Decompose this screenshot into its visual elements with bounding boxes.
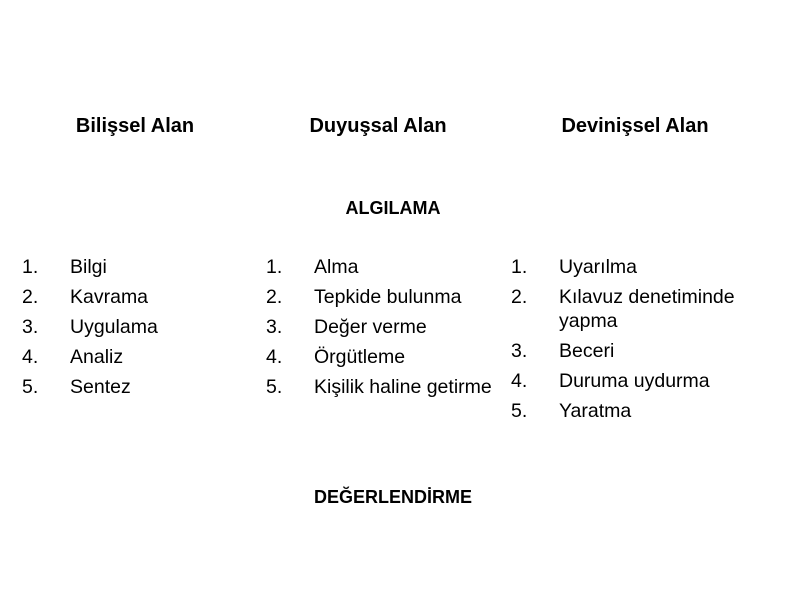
- item-text: Değer verme: [314, 316, 427, 338]
- item-number: 4.: [511, 370, 528, 392]
- item-number: 4.: [266, 346, 283, 368]
- item-text: Sentez: [70, 376, 131, 398]
- item-text: Alma: [314, 256, 359, 278]
- item-text: Tepkide bulunma: [314, 286, 462, 308]
- item-text: Uygulama: [70, 316, 158, 338]
- item-text: Yaratma: [559, 400, 632, 422]
- item-number: 5.: [266, 376, 283, 398]
- item-number: 3.: [22, 316, 39, 338]
- list-item: [22, 285, 242, 309]
- list-bilissel: [22, 255, 242, 405]
- item-number: 2.: [511, 286, 528, 308]
- item-text: Duruma uydurma: [559, 370, 710, 392]
- label-degerlendirme: DEĞERLENDİRME: [313, 487, 472, 507]
- list-item: [266, 285, 502, 309]
- list-item: [511, 339, 771, 363]
- list-item: [22, 315, 242, 339]
- item-number: 2.: [266, 286, 283, 308]
- heading-duyussal-alan: Duyuşsal Alan: [309, 115, 447, 137]
- list-item: [266, 375, 502, 399]
- list-item: [266, 255, 502, 279]
- item-text: Örgütleme: [314, 346, 406, 368]
- list-duyussal: [266, 255, 502, 405]
- list-item: [511, 255, 771, 279]
- list-item: [511, 285, 771, 333]
- item-number: 5.: [22, 376, 39, 398]
- label-algilama: ALGILAMA: [345, 198, 441, 218]
- item-number: 4.: [22, 346, 39, 368]
- list-item: [511, 369, 771, 393]
- item-text: Kişilik haline getirme: [314, 376, 492, 398]
- item-number: 1.: [266, 256, 283, 278]
- item-text: Kılavuz denetiminde yapma: [559, 286, 735, 332]
- item-text: Uyarılma: [559, 256, 638, 278]
- list-item: [266, 315, 502, 339]
- item-number: 1.: [511, 256, 528, 278]
- heading-bilissel-alan: Bilişsel Alan: [75, 115, 195, 137]
- item-text: Bilgi: [70, 256, 107, 278]
- item-text: Beceri: [559, 340, 615, 362]
- item-text: Analiz: [70, 346, 124, 368]
- item-number: 3.: [511, 340, 528, 362]
- list-item: [22, 375, 242, 399]
- item-number: 1.: [22, 256, 39, 278]
- item-text: Kavrama: [70, 286, 149, 308]
- heading-devinissel-alan: Devinişsel Alan: [561, 115, 709, 137]
- item-number: 5.: [511, 400, 528, 422]
- item-number: 2.: [22, 286, 39, 308]
- item-number: 3.: [266, 316, 283, 338]
- list-devinissel: [511, 255, 771, 429]
- list-item: [266, 345, 502, 369]
- list-item: [22, 255, 242, 279]
- list-item: [511, 399, 771, 423]
- list-item: [22, 345, 242, 369]
